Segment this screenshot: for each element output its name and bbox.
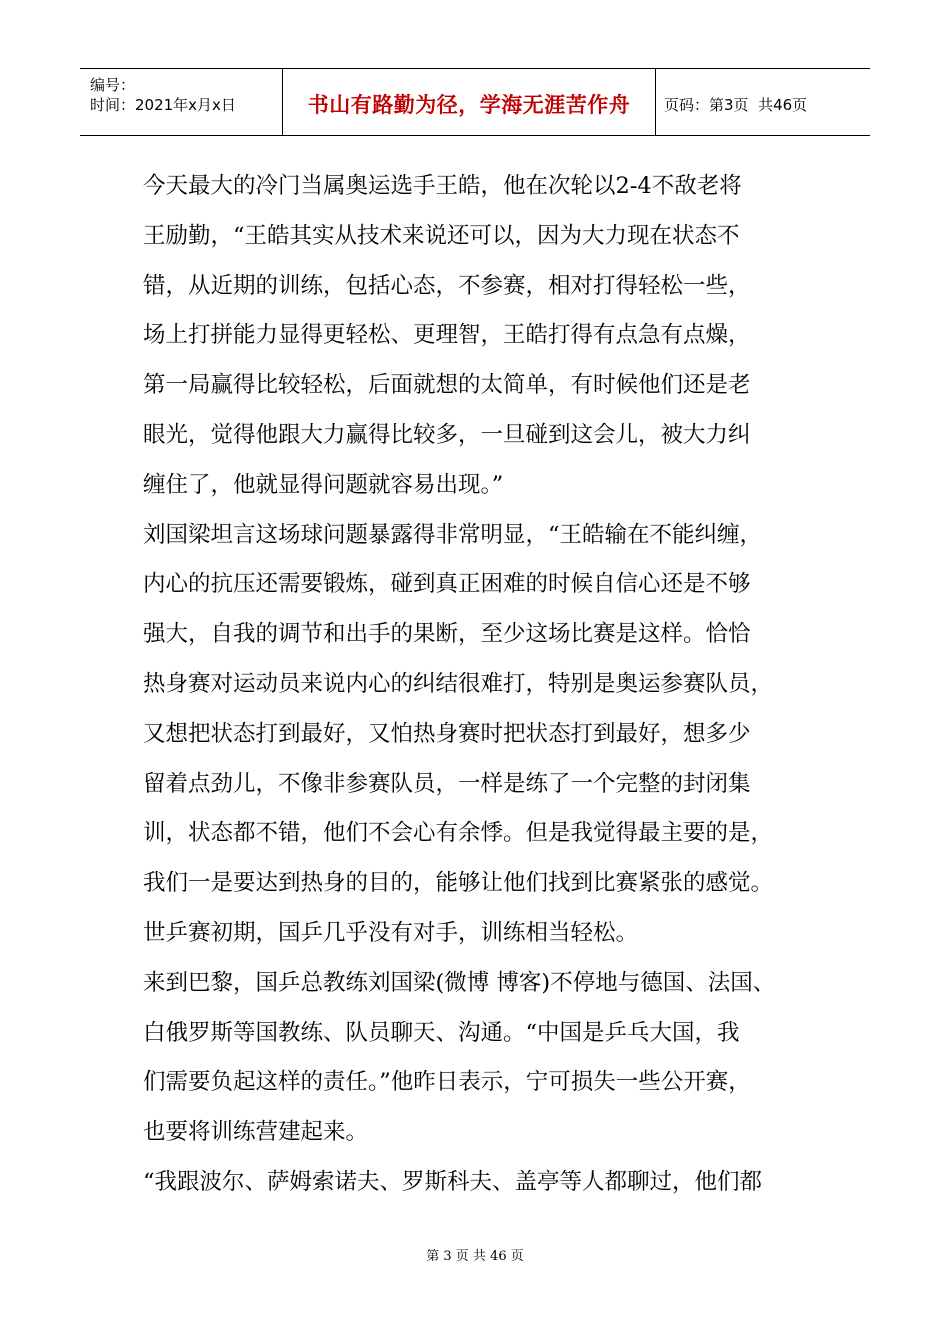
- text-line: 世乒赛初期，国乒几乎没有对手，训练相当轻松。: [143, 919, 639, 946]
- text-line: 内心的抗压还需要锻炼，碰到真正困难的时候自信心还是不够: [143, 571, 751, 598]
- text-line: 留着点劲儿，不像非参赛队员，一样是练了一个完整的封闭集: [143, 770, 751, 797]
- page-footer: 第 3 页 共 46 页: [426, 1249, 524, 1264]
- text-line: 又想把状态打到最好，又怕热身赛时把状态打到最好，想多少: [143, 720, 751, 747]
- text-line: 眼光，觉得他跟大力赢得比较多，一旦碰到这会儿，被大力纠: [143, 421, 751, 448]
- text-line: 也要将训练营建起来。: [143, 1119, 369, 1146]
- text-line: 错，从近期的训练，包括心态，不参赛，相对打得轻松一些，: [143, 272, 751, 299]
- time-label: 时间：2021年x月x日: [90, 96, 236, 114]
- text-line: 热身赛对运动员来说内心的纠结很难打，特别是奥运参赛队员，: [143, 670, 774, 697]
- text-line: 刘国梁坦言这场球问题暴露得非常明显，“王皓输在不能纠缠，: [143, 521, 763, 548]
- text-line: 今天最大的冷门当属奥运选手王皓，他在次轮以2-4不敌老将: [143, 173, 742, 199]
- text-line: 我们一是要达到热身的目的，能够让他们找到比赛紧张的感觉。: [143, 870, 774, 897]
- header-meta: [80, 69, 283, 135]
- text-line: 缠住了，他就显得问题就容易出现。”: [143, 471, 504, 498]
- serial-label: 编号：: [90, 76, 136, 94]
- page-code: 页码：第3页 共46页: [664, 95, 808, 114]
- text-line: 强大，自我的调节和出手的果断，至少这场比赛是这样。恰恰: [143, 621, 751, 648]
- text-line: 来到巴黎，国乒总教练刘国梁(微博 博客)不停地与德国、法国、: [143, 969, 776, 996]
- text-line: 王励勤，“王皓其实从技术来说还可以，因为大力现在状态不: [143, 222, 740, 249]
- text-line: 白俄罗斯等国教练、队员聊天、沟通。“中国是乒乓大国，我: [143, 1019, 740, 1046]
- document-body: [143, 162, 833, 1208]
- page-header: [80, 68, 870, 136]
- text-line: 们需要负起这样的责任。”他昨日表示，宁可损失一些公开赛，: [143, 1069, 751, 1096]
- text-line: 场上打拼能力显得更轻松、更理智，王皓打得有点急有点燥，: [143, 322, 751, 349]
- motto-text: 书山有路勤为径，学海无涯苦作舟: [307, 93, 631, 117]
- text-line: 训，状态都不错，他们不会心有余悸。但是我觉得最主要的是，: [143, 820, 774, 847]
- text-line: “我跟波尔、萨姆索诺夫、罗斯科夫、盖亭等人都聊过，他们都: [143, 1168, 763, 1195]
- header-motto-cell: [283, 69, 656, 135]
- header-page-code-cell: [656, 69, 870, 135]
- text-line: 第一局赢得比较轻松，后面就想的太简单，有时候他们还是老: [143, 372, 751, 399]
